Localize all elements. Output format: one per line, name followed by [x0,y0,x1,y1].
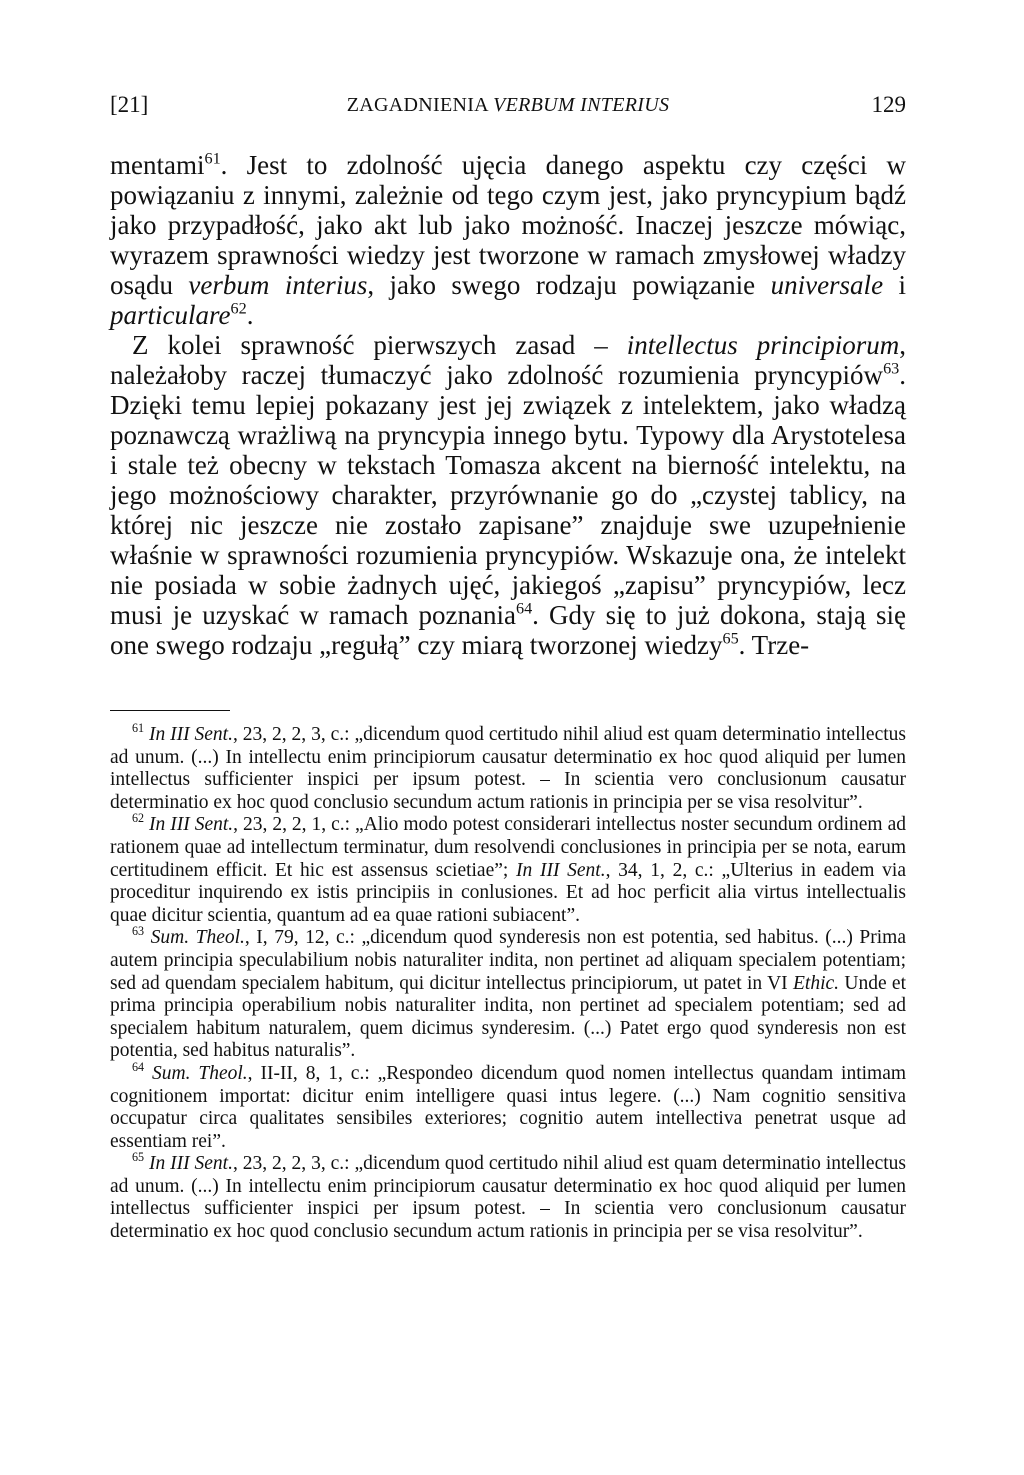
running-header [110,92,906,128]
citation-title: In III Sent. [148,724,233,745]
italic-term: verbum interius [188,270,368,300]
footnote-number: 62 [132,811,145,826]
footnotes [110,721,907,1244]
footnote-63 [110,924,907,1063]
footnote-number: 65 [132,1150,145,1165]
text-run: . Dzięki temu lepiej pokazany jest jej związek z intelektem, jako władzą poznawczą wrażliwą na pryncypia innego bytu. Typowy dla Arystotelesa i stale też obecny w tekstach Tomasza akcent na bierność intelektu, na jego możnościowy charakter, przyrównanie go do „czystej tablicy, na której nic jeszcze nie zostało zapisane” znajduje swe uzupełnienie właśnie w sprawności rozumienia pryncypiów. Wskazuje ona, że intelekt nie posiada w sobie żadnych ujęć, jakiegoś „zapisu” pryncypiów, lecz musi je uzyskać w ramach poznania [110,360,906,630]
footnote-ref-64: 64 [515,599,533,618]
footnote-64 [110,1060,907,1153]
italic-term: intellectus principiorum [626,330,900,360]
footnote-text: , 23, 2, 2, 3, c.: „dicendum quod certitudo nihil aliud est quam determinatio intellectus ad unum. (...) In intellectu enim principiorum causatur determinatio ex hoc quod aliquid per lumen intellectus sufficienter inspici per ipsum potest. – In scientia vero conclusionum causatur determinatio ex hoc quod conclusio secundum actum rationis in principia per se visa resolvitur”. [110,724,906,813]
footnote-number: 63 [132,924,145,939]
footnote-65 [110,1150,906,1243]
footnote-text: , I, 79, 12, c.: „dicendum quod synderesis non est potentia, sed habitus. (...) Prima autem principia speculabilium nobis naturaliter indita, non pertinet ad aliquam specialem potentiam; sed ad quendam specialem habitum, qui dicitur intellectus principiorum, ut patet in VI [110,927,907,994]
running-title [110,94,906,117]
running-title-italic: VERBUM INTERIUS [493,94,670,116]
text-run: i [883,270,906,300]
section-number: [21] [110,92,149,117]
text-run: . Trze- [738,630,810,660]
footnote-number: 64 [132,1060,145,1075]
footnote-text: , 34, 1, 2, c.: „Ulterius in eadem via proceditur inquirendo ex istis principiis in conlusiones. Et ad hoc perficit alia virtus intellectualis quae dicitur scientia, quantum ad ea quae rationi subiacent”. [110,859,906,926]
italic-term: particulare [110,300,231,330]
footnote-text: , 23, 2, 2, 3, c.: „dicendum quod certitudo nihil aliud est quam determinatio intellectus ad unum. (...) In intellectu enim principiorum causatur determinatio ex hoc quod aliquid per lumen intellectus sufficienter inspici per ipsum potest. – In scientia vero conclusionum causatur determinatio ex hoc quod conclusio secundum actum rationis in principia per se visa resolvitur”. [110,1153,906,1243]
text-run: . [246,300,254,330]
page-number: 129 [871,92,906,117]
text-run: . Gdy się to już dokona, stają się one swego rodzaju „regułą” czy miarą tworzonej wiedzy [110,600,906,660]
citation-title: In III Sent. [148,1153,233,1175]
citation-title: In III Sent. [149,814,234,836]
footnote-text: , 23, 2, 2, 1, c.: „Alio modo potest considerari intellectus noster secundum ordinem ad rationem quae ad intellectum terminatur, dum resolvendi conclusiones in principia per se nota, earum certitudinem efficit. Et hic est assensus scietiae”; [110,814,906,881]
citation-title: Sum. Theol. [152,1062,248,1084]
footnote-ref-65: 65 [722,629,739,648]
main-text [110,150,906,660]
citation-title: Ethic. [793,972,840,994]
footnote-ref-63: 63 [883,359,900,378]
footnote-ref-61: 61 [204,149,221,168]
footnote-number: 61 [132,721,145,736]
italic-term: universale [770,270,884,300]
footnote-text: Unde et prima principia operabilium nobis naturaliter indita, non pertinet ad specialem potentiam; sed ad specialem habitum naturalem, quem dicimus synderesim. (...) Patet ergo quod synderesis non est potentia, sed habitus naturalis”. [110,972,906,1062]
footnote-separator [110,710,230,711]
text-run: . Jest to zdolność ujęcia danego aspektu czy części w powiązaniu z innymi, zależnie od tego czym jest, jako pryncypium bądź jako przypadłość, jako akt lub jako możność. Inaczej jeszcze mówiąc, wyrazem sprawności wiedzy jest tworzone w ramach zmysłowej władzy osądu [110,150,906,300]
text-run: , należałoby raczej tłumaczyć jako zdolność rozumienia pryncypiów [110,330,906,390]
running-title-main: ZAGADNIENIA [346,94,494,116]
footnote-62 [110,811,906,927]
footnote-61 [110,721,906,814]
text-run: , jako swego rodzaju powiązanie [367,270,771,300]
text-run: Z kolei sprawność pierwszych zasad – [132,330,627,360]
footnote-ref-62: 62 [230,299,247,318]
text-run: mentami [110,150,205,180]
footnote-text: , II-II, 8, 1, c.: „Respondeo dicendum quod nomen intellectus quandam intimam cognitionem importat: dicitur enim intelligere quasi intus legere. (...) Nam cognitio sensitiva occupatur circa qualitates sensibiles exteriores; cognitio autem intellectiva penetrat usque ad essentiam rei”. [110,1062,907,1152]
paragraph-2 [110,330,906,660]
citation-title: In III Sent. [516,859,606,881]
paragraph-1 [110,150,906,330]
citation-title: Sum. Theol. [150,927,245,949]
